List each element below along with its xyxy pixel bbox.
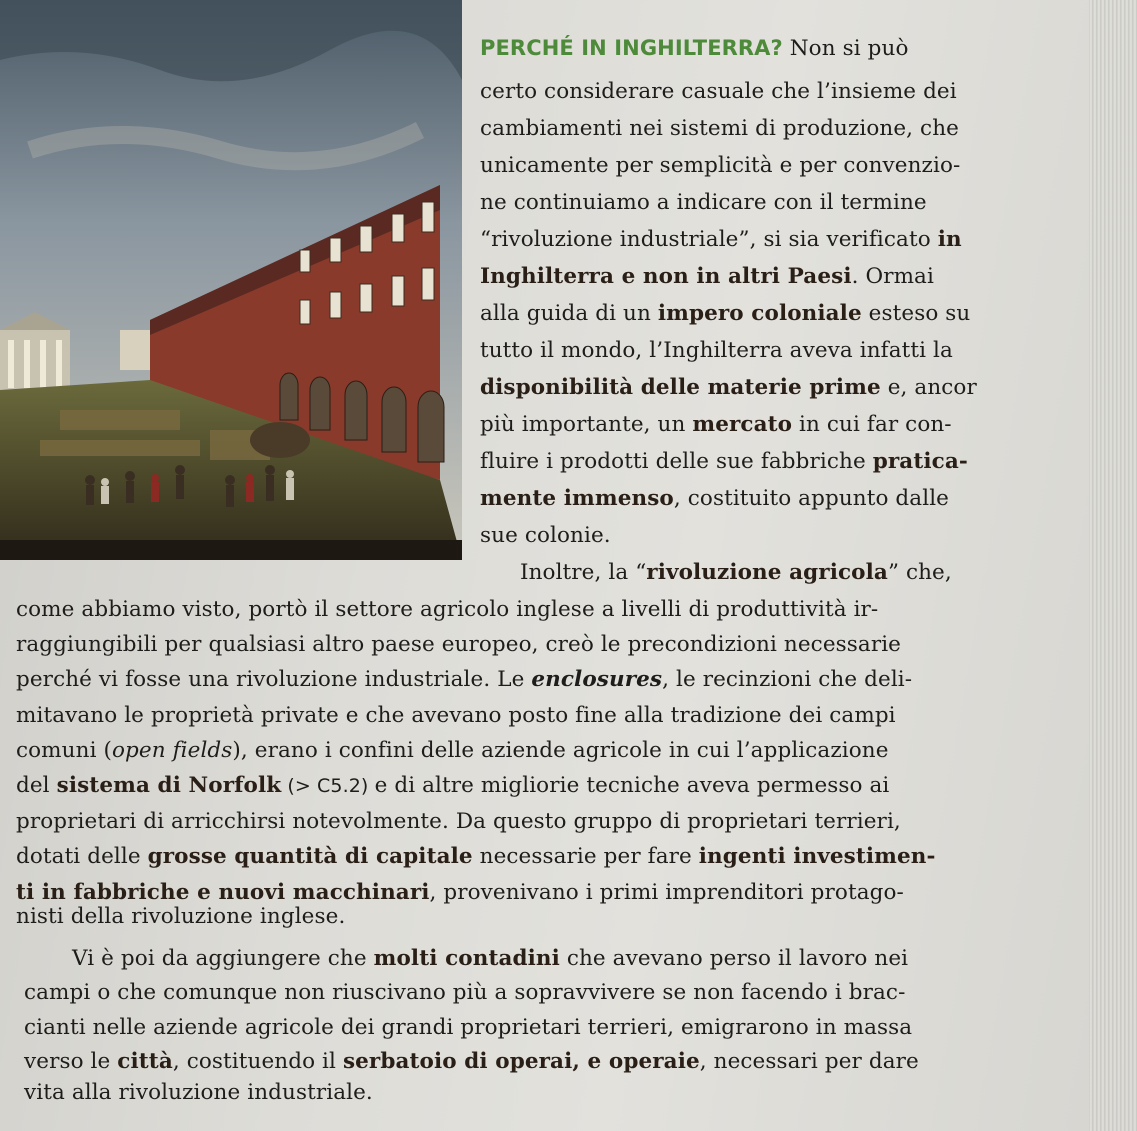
text-line: ne continuiamo a indicare con il termine: [480, 190, 927, 215]
text-span: e, ancor: [880, 375, 977, 400]
text-span: , costituendo il: [172, 1049, 343, 1074]
bold-span: mente immenso: [480, 486, 674, 511]
text-span: fluire i prodotti delle sue fabbriche: [480, 449, 873, 474]
text-span: Non si può: [789, 36, 909, 61]
text-span: , costituito appunto dalle: [673, 486, 949, 511]
bold-span: ti in fabbriche e nuovi macchinari: [16, 880, 430, 905]
bold-span: in: [937, 227, 962, 252]
section-heading: PERCHÉ IN INGHILTERRA?: [480, 36, 783, 60]
text-span: esteso su: [861, 301, 971, 326]
text-line: tutto il mondo, l’Inghilterra aveva infatti la: [480, 338, 953, 363]
text-span: “rivoluzione industriale”, si sia verificato: [480, 227, 938, 252]
bold-span: città: [117, 1049, 173, 1074]
bold-span: grosse quantità di capitale: [147, 844, 473, 869]
text-line: proprietari di arricchirsi notevolmente. Da questo gruppo di proprietari terrieri,: [16, 809, 901, 834]
text-line: come abbiamo visto, portò il settore agricolo inglese a livelli di produttività ir-: [16, 597, 879, 622]
text-line: [480, 371, 977, 405]
text-line: cianti nelle aziende agricole dei grandi proprietari terrieri, emigrarono in massa: [24, 1015, 913, 1040]
text-span: più importante, un: [480, 412, 693, 437]
cross-reference: (> C5.2): [281, 775, 375, 797]
bold-span: pratica-: [872, 449, 968, 474]
text-line: [480, 260, 934, 294]
text-line: [480, 31, 909, 66]
text-span: Vi è poi da aggiungere che: [72, 946, 374, 971]
text-line: [16, 840, 936, 874]
text-line: certo considerare casuale che l’insieme dei: [480, 79, 957, 104]
text-span: , provenivano i primi imprenditori protago-: [429, 880, 904, 905]
text-line: [480, 445, 968, 479]
text-line: sue colonie.: [480, 523, 611, 548]
text-line: [480, 297, 970, 331]
text-line: [480, 223, 962, 257]
bold-italic-span: enclosures: [531, 667, 663, 692]
text-line: [480, 408, 952, 442]
text-span: . Ormai: [851, 264, 934, 289]
text-span: ” che,: [887, 560, 952, 585]
historical-painting: [0, 0, 462, 560]
text-span: del: [16, 773, 57, 798]
text-line: cambiamenti nei sistemi di produzione, che: [480, 116, 959, 141]
bold-span: Inghilterra e non in altri Paesi: [480, 264, 852, 289]
bold-span: rivoluzione agricola: [646, 560, 888, 585]
bold-span: sistema di Norfolk: [56, 773, 282, 798]
text-span: necessarie per fare: [472, 844, 699, 869]
text-span: dotati delle: [16, 844, 148, 869]
text-span: , necessari per dare: [699, 1049, 919, 1074]
text-line: [16, 663, 912, 697]
text-line: unicamente per semplicità e per convenzio-: [480, 153, 961, 178]
italic-span: open fields: [111, 738, 233, 763]
bold-span: molti contadini: [373, 946, 560, 971]
bold-span: serbatoio di operai, e operaie: [342, 1049, 700, 1074]
page-edge: [1089, 0, 1137, 1131]
text-span: e di altre migliorie tecniche aveva permesso ai: [374, 773, 890, 798]
text-line: vita alla rivoluzione industriale.: [24, 1080, 373, 1105]
bold-span: mercato: [692, 412, 793, 437]
text-line: [24, 1045, 919, 1079]
bold-span: impero coloniale: [657, 301, 862, 326]
text-line: [520, 556, 952, 590]
text-span: , le recinzioni che deli-: [662, 667, 913, 692]
text-line: nisti della rivoluzione inglese.: [16, 904, 346, 929]
text-line: [72, 942, 908, 976]
bold-span: disponibilità delle materie prime: [480, 375, 881, 400]
text-span: comuni (: [16, 738, 112, 763]
text-span: verso le: [24, 1049, 118, 1074]
text-span: Inoltre, la “: [520, 560, 647, 585]
painting-image: [0, 0, 462, 560]
text-span: in cui far con-: [792, 412, 952, 437]
text-line: raggiungibili per qualsiasi altro paese europeo, creò le precondizioni necessarie: [16, 632, 902, 657]
text-line: campi o che comunque non riuscivano più a sopravvivere se non facendo i brac-: [24, 980, 906, 1005]
text-span: perché vi fosse una rivoluzione industriale. Le: [16, 667, 532, 692]
text-span: alla guida di un: [480, 301, 658, 326]
text-line: [480, 482, 949, 516]
text-line: [16, 769, 889, 803]
text-span: ), erano i confini delle aziende agricole in cui l’applicazione: [232, 738, 889, 763]
text-span: che avevano perso il lavoro nei: [559, 946, 909, 971]
text-line: mitavano le proprietà private e che avevano posto fine alla tradizione dei campi: [16, 703, 896, 728]
bold-span: ingenti investimen-: [698, 844, 936, 869]
text-line: [16, 734, 889, 768]
